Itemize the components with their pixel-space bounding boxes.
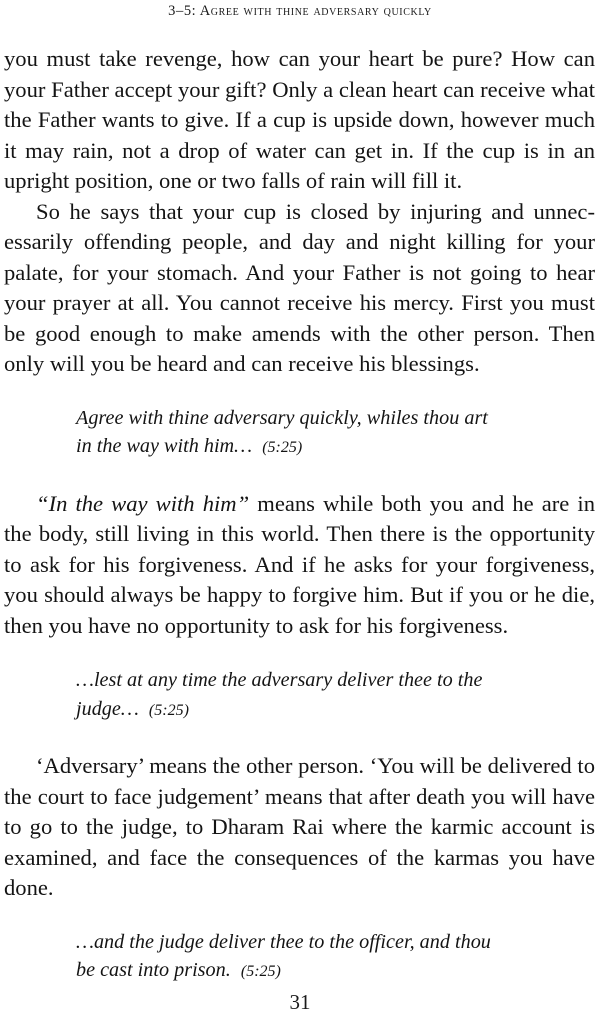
paragraph-2: So he says that your cup is closed by injuring and unnecessarily offending people, and day and night killing for your palate, for your stomach. And your Father is not going to hear your prayer at all. You cannot receive his mercy. First you must be good enough to make amends with the other person. Then only will you be heard and can receive his blessings.: [4, 198, 595, 376]
scripture-quote-1: [4, 404, 595, 463]
quote-1-line-2: in the way with him…: [76, 435, 253, 457]
running-head: 3–5: Agree with thine adversary quickly: [168, 3, 432, 19]
quote-3-citation: (5:25): [240, 963, 281, 980]
page-number: 31: [289, 990, 311, 1014]
paragraph-4: ‘Adversary’ means the other person. ‘You will be delivered to the court to face judgement’ means that after death you will have to go to the judge, to Dharam Rai where the karmic account is examined, and face the consequences of the karmas you have done.: [4, 753, 595, 900]
quote-1-citation: (5:25): [262, 439, 303, 456]
quote-3-line-2: be cast into prison.: [76, 959, 231, 981]
scripture-quote-3: [4, 928, 595, 987]
quote-2-line-1: …lest at any time the adversary deliver thee to the: [76, 669, 483, 691]
scripture-quote-2: [4, 666, 595, 725]
paragraph-1: you must take revenge, how can your heart be pure? How can your Father accept your gift? Only a clean heart can receive what the Father wants to give. If a cup is upside down, however much it may rain, not a drop of water can get in. If the cup is in an upright position, one or two falls of rain will fill it.: [4, 46, 595, 193]
paragraph-3: [4, 489, 595, 642]
quote-1-line-1: Agree with thine adversary quickly, whiles thou art: [76, 406, 488, 429]
paragraph-3-text: means while both you and he are in the body, still living in this world. Then there is the opportunity to ask for his forgiveness. And if he asks for your forgiveness, you should always be happy to forgive him. But if you or he die, then you have no opportunity to ask for his forgiveness.: [4, 490, 596, 638]
paragraph-3-quoted-phrase: “In the way with him”: [36, 490, 250, 516]
quote-3-line-1: …and the judge deliver thee to the officer, and thou: [76, 930, 491, 953]
quote-2-line-2: judge…: [76, 697, 139, 720]
body-text: [4, 44, 595, 987]
quote-2-citation: (5:25): [148, 701, 189, 719]
